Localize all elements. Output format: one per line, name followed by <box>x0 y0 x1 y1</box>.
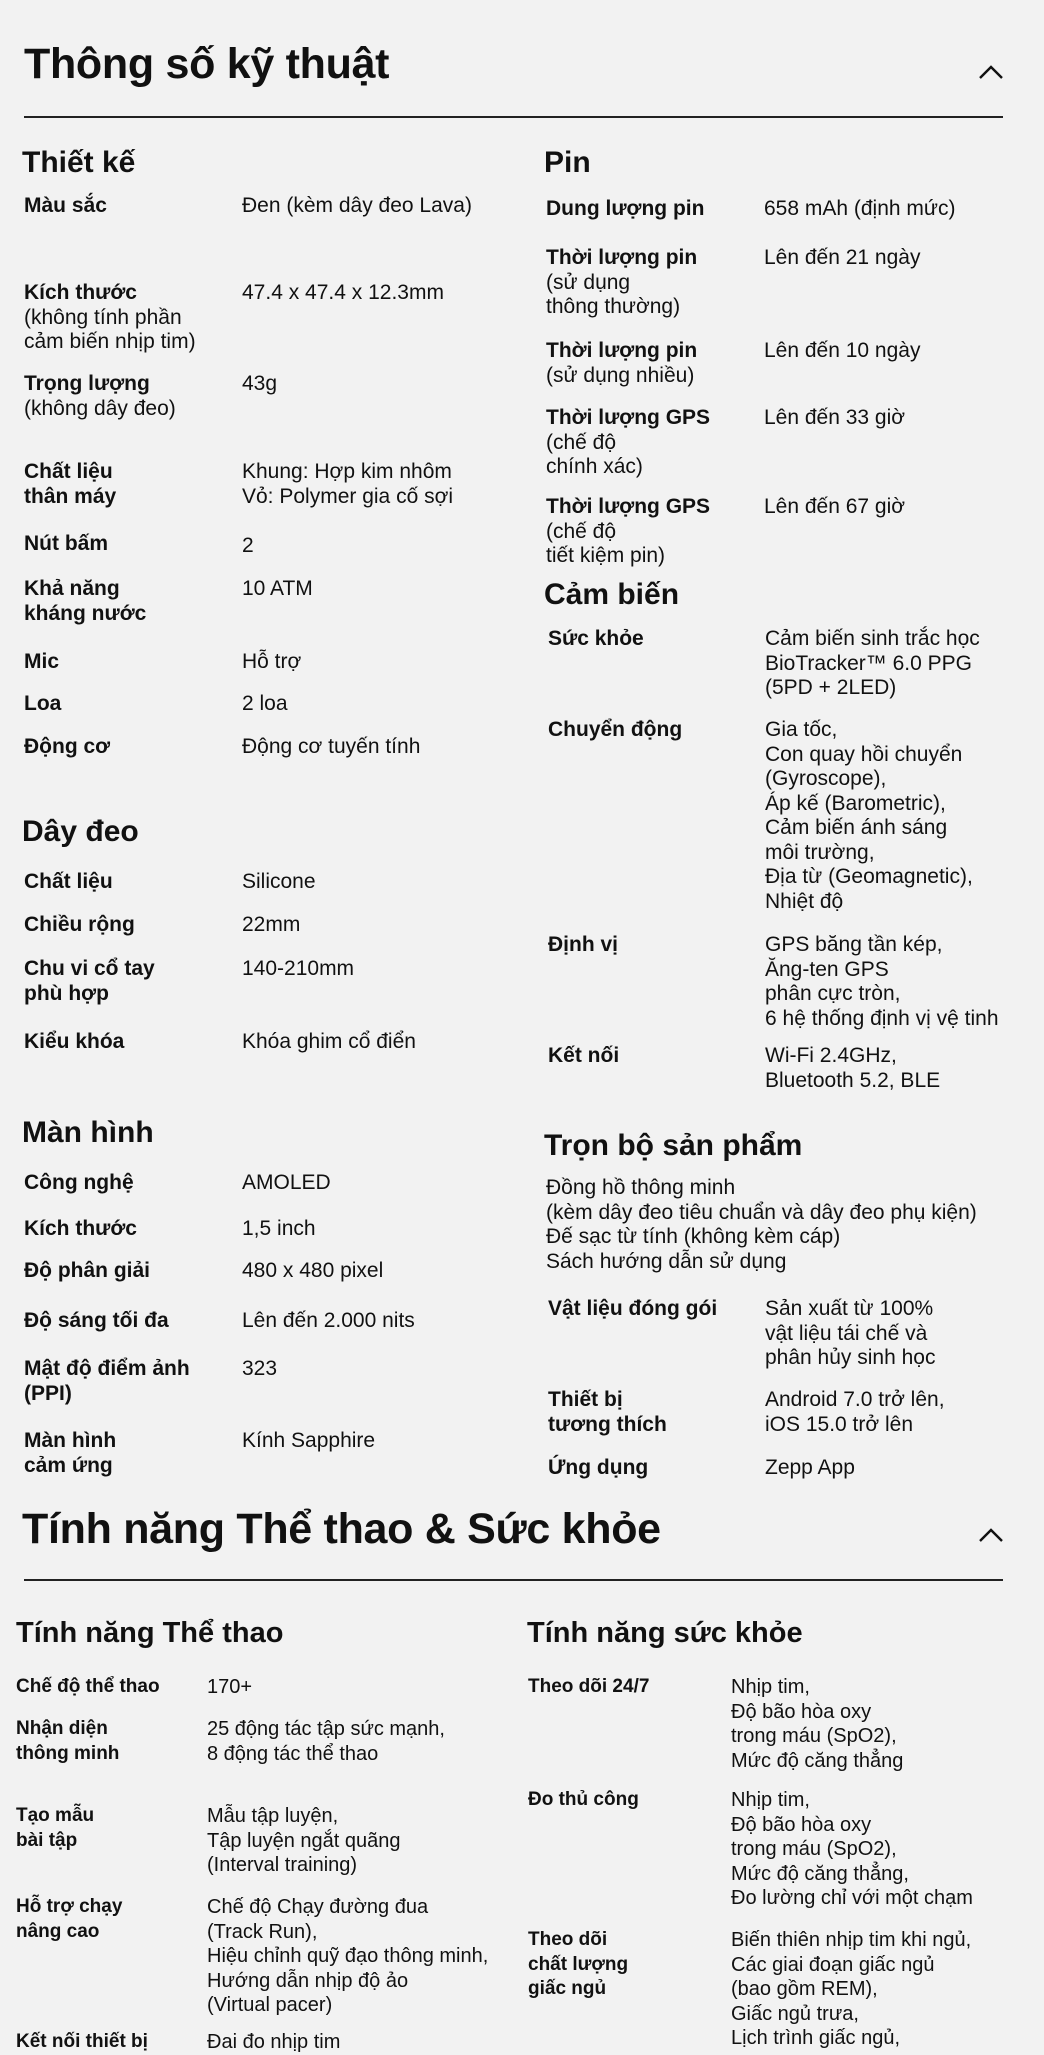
health-value-sleep: Biến thiên nhịp tim khi ngủ, Các giai đoạn giấc ngủ (bao gồm REM), Giấc ngủ trưa, Lịch trình giấc ngủ, <box>731 1929 972 2049</box>
health-label-sleep: Theo dõi chất lượng giấc ngủ <box>528 1929 629 1999</box>
design-value-speaker: 2 loa <box>242 692 288 715</box>
design-label-water: Khả năng kháng nước <box>24 577 147 625</box>
battery-label-heavy: Thời lượng pin (sử dụng nhiều) <box>546 339 698 387</box>
sensors-label-motion: Chuyển động <box>548 718 683 741</box>
strap-label-clasp: Kiểu khóa <box>24 1030 125 1053</box>
design-label-size: Kích thước (không tính phần cảm biến nhịp tim) <box>24 281 196 353</box>
battery-heading: Pin <box>544 146 591 179</box>
display-value-resolution: 480 x 480 pixel <box>242 1259 384 1282</box>
design-value-water: 10 ATM <box>242 577 313 600</box>
strap-value-material: Silicone <box>242 870 316 893</box>
design-value-buttons: 2 <box>242 534 254 557</box>
health-label-manual: Đo thủ công <box>528 1789 639 1810</box>
health-value-manual: Nhịp tim, Độ bão hòa oxy trong máu (SpO2), Mức độ căng thẳng, Đo lường chỉ với một chạm <box>731 1789 973 1909</box>
display-label-tech: Công nghệ <box>24 1171 134 1194</box>
design-heading: Thiết kế <box>22 146 136 179</box>
battery-value-capacity: 658 mAh (định mức) <box>764 197 956 220</box>
sensors-value-motion: Gia tốc, Con quay hồi chuyển (Gyroscope), Áp kế (Barometric), Cảm biến ánh sáng môi trường, Địa từ (Geomagnetic), Nhiệt độ <box>765 718 973 913</box>
sport-value-recognition: 25 động tác tập sức mạnh, 8 động tác thể thao <box>207 1718 445 1765</box>
display-value-brightness: Lên đến 2.000 nits <box>242 1309 415 1332</box>
display-value-size: 1,5 inch <box>242 1217 316 1240</box>
sport-value-running: Chế độ Chạy đường đua (Track Run), Hiệu chỉnh quỹ đạo thông minh, Hướng dẫn nhịp độ ảo (Virtual pacer) <box>207 1896 489 2016</box>
strap-label-wrist: Chu vi cổ tay phù hợp <box>24 957 155 1005</box>
box-label-compat: Thiết bị tương thích <box>548 1388 667 1436</box>
design-label-buttons: Nút bấm <box>24 532 108 555</box>
sensors-label-health: Sức khỏe <box>548 627 644 650</box>
sport-label-running: Hỗ trợ chạy nâng cao <box>16 1896 123 1942</box>
design-value-mic: Hỗ trợ <box>242 650 302 673</box>
sensors-value-connect: Wi-Fi 2.4GHz, Bluetooth 5.2, BLE <box>765 1044 941 1092</box>
design-value-motor: Động cơ tuyến tính <box>242 735 421 758</box>
sensors-label-connect: Kết nối <box>548 1044 620 1067</box>
display-heading: Màn hình <box>22 1116 154 1149</box>
section-divider <box>24 1579 1003 1581</box>
sport-value-modes: 170+ <box>207 1676 253 1698</box>
sensors-value-location: GPS băng tần kép, Ăng-ten GPS phân cực tròn, 6 hệ thống định vị vệ tinh <box>765 933 999 1030</box>
display-label-size: Kích thước <box>24 1217 137 1240</box>
sport-label-modes: Chế độ thể thao <box>16 1676 160 1697</box>
sport-value-devices: Đai đo nhịp tim <box>207 2031 341 2053</box>
display-label-touch: Màn hình cảm ứng <box>24 1429 117 1477</box>
battery-label-normal: Thời lượng pin (sử dụng thông thường) <box>546 246 698 318</box>
design-label-material: Chất liệu thân máy <box>24 460 117 508</box>
box-value-packaging: Sản xuất từ 100% vật liệu tái chế và phân hủy sinh học <box>765 1297 936 1369</box>
strap-value-clasp: Khóa ghim cổ điển <box>242 1030 416 1053</box>
design-value-weight: 43g <box>242 372 278 395</box>
battery-value-normal: Lên đến 21 ngày <box>764 246 921 269</box>
box-label-packaging: Vật liệu đóng gói <box>548 1297 718 1320</box>
design-label-weight: Trọng lượng (không dây đeo) <box>24 372 176 420</box>
features-title: Tính năng Thể thao & Sức khỏe <box>22 1505 661 1553</box>
health-heading: Tính năng sức khỏe <box>527 1617 803 1649</box>
design-label-mic: Mic <box>24 650 60 673</box>
sport-label-recognition: Nhận diện thông minh <box>16 1718 120 1764</box>
box-value-app: Zepp App <box>765 1456 855 1479</box>
chevron-up-icon[interactable] <box>978 64 1004 80</box>
strap-heading: Dây đeo <box>22 815 139 848</box>
battery-label-gps-saver: Thời lượng GPS (chế độ tiết kiệm pin) <box>546 495 711 567</box>
sport-value-templates: Mẫu tập luyện, Tập luyện ngắt quãng (Interval training) <box>207 1805 401 1876</box>
design-value-size: 47.4 x 47.4 x 12.3mm <box>242 281 444 304</box>
chevron-up-icon[interactable] <box>978 1527 1004 1543</box>
display-value-touch: Kính Sapphire <box>242 1429 376 1452</box>
display-label-resolution: Độ phân giải <box>24 1259 150 1282</box>
strap-label-width: Chiều rộng <box>24 913 135 936</box>
box-value-compat: Android 7.0 trở lên, iOS 15.0 trở lên <box>765 1388 945 1436</box>
strap-value-width: 22mm <box>242 913 301 936</box>
sport-label-templates: Tạo mẫu bài tập <box>16 1805 95 1851</box>
sport-heading: Tính năng Thể thao <box>16 1617 284 1649</box>
battery-value-gps-accurate: Lên đến 33 giờ <box>764 406 906 429</box>
design-label-color: Màu sắc <box>24 194 107 217</box>
design-value-color: Đen (kèm dây đeo Lava) <box>242 194 472 217</box>
battery-value-gps-saver: Lên đến 67 giờ <box>764 495 906 518</box>
box-contents: Đồng hồ thông minh (kèm dây đeo tiêu chuẩn và dây đeo phụ kiện) Đế sạc từ tính (không kèm cáp) Sách hướng dẫn sử dụng <box>546 1176 977 1273</box>
battery-label-capacity: Dung lượng pin <box>546 197 705 220</box>
display-label-ppi: Mật độ điểm ảnh (PPI) <box>24 1357 190 1405</box>
sport-label-devices: Kết nối thiết bị <box>16 2031 148 2052</box>
design-label-speaker: Loa <box>24 692 62 715</box>
strap-label-material: Chất liệu <box>24 870 113 893</box>
sensors-value-health: Cảm biến sinh trắc học BioTracker™ 6.0 PPG (5PD + 2LED) <box>765 627 980 699</box>
battery-value-heavy: Lên đến 10 ngày <box>764 339 921 362</box>
display-value-ppi: 323 <box>242 1357 278 1380</box>
display-value-tech: AMOLED <box>242 1171 331 1194</box>
battery-label-gps-accurate: Thời lượng GPS (chế độ chính xác) <box>546 406 711 478</box>
box-label-app: Ứng dụng <box>548 1456 649 1479</box>
health-value-247: Nhịp tim, Độ bão hòa oxy trong máu (SpO2), Mức độ căng thẳng <box>731 1676 904 1772</box>
box-heading: Trọn bộ sản phẩm <box>544 1129 803 1162</box>
strap-value-wrist: 140-210mm <box>242 957 355 980</box>
health-label-247: Theo dõi 24/7 <box>528 1676 650 1697</box>
section-divider <box>24 116 1003 118</box>
display-label-brightness: Độ sáng tối đa <box>24 1309 169 1332</box>
sensors-heading: Cảm biến <box>544 578 680 611</box>
sensors-label-location: Định vị <box>548 933 619 956</box>
design-value-material: Khung: Hợp kim nhôm Vỏ: Polymer gia cố sợi <box>242 460 454 508</box>
specs-title: Thông số kỹ thuật <box>24 40 390 88</box>
design-label-motor: Động cơ <box>24 735 111 758</box>
